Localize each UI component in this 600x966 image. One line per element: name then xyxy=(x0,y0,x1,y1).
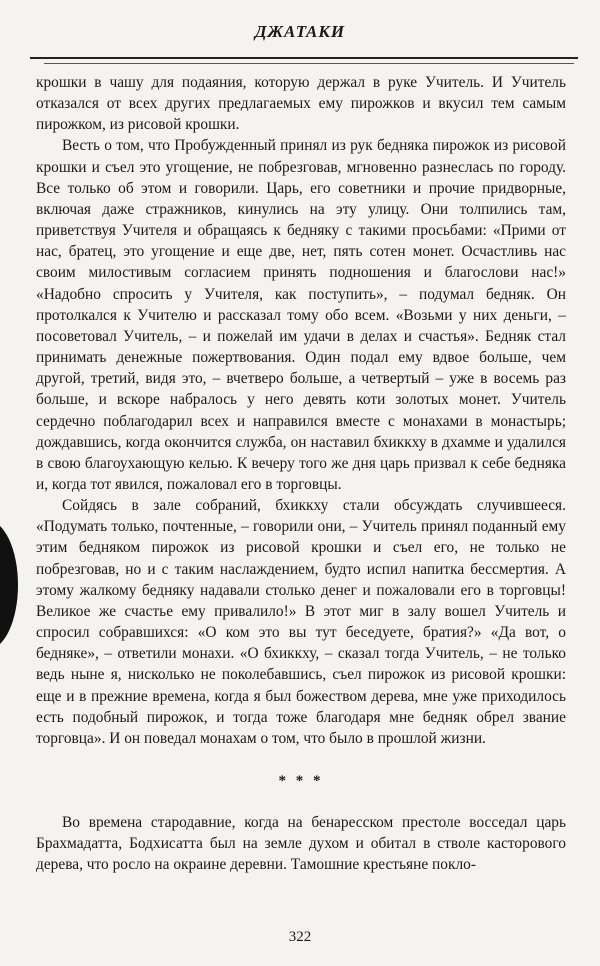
scan-shadow xyxy=(0,520,18,650)
header-rule xyxy=(30,57,578,59)
paragraph: Сойдясь в зале собраний, бхиккху стали обсуждать случившееся. «Подумать только, почтенные, – говорили они, – Учитель принял поданный ему этим бедняком пирожок из рисовой крошки и съел его, не только не побрезговав, но и с таким наслаждением, будто испил напитка бессмертия. А этому жалкому бедняку надавали столько денег и пожаловали его в торговцы! Великое же счастье ему привалило!» В этот миг в залу вошел Учитель и спросил собравшихся: «О ком это вы тут беседуете, братия?» «Да вот, о бедняке», – ответили монахи. «О бхиккху, – сказал тогда Учитель, – не только ведь ныне я, нисколько не поколебавшись, съел пирожок из рисовой крошки: еще и в прежние времена, когда я был божеством дерева, мне уже приходилось есть подобный пирожок, и тогда тоже благодаря мне бедняк обрел звание торговца». И он поведал монахам о том, что было в прошлой жизни. xyxy=(36,497,566,747)
paragraph-next-story: Во времена стародавние, когда на бенаресском престоле восседал царь Брахмадатта, Бодхисатта был на земле духом и обитал в стволе касторового дерева, что росло на окраине деревни. Тамошние крестьяне покло- xyxy=(36,814,566,874)
paragraph: Весть о том, что Пробужденный принял из рук бедняка пирожок из рисовой крошки и съел это угощение, не побрезговав, мгновенно разнеслась по городу. Все только об этом и говорили. Царь, его советники и прочие придворные, включая даже стражников, кинулись на эту улицу. Они толпились там, приветствуя Учителя и обращаясь к бедняку с такими просьбами: «Прими от нас, братец, это угощение и еще две, нет, пять сотен монет. Осчастливь нас своим милостивым согласием принять подношения и благослови нас!» «Надобно спросить у Учителя, как поступить», – подумал бедняк. Он протолкался к Учителю и рассказал тому обо всем. «Возьми у них деньги, – посоветовал Учитель, – и пожелай им удачи в делах и счастья». Бедняк стал принимать денежные пожертвования. Один подал ему вдвое больше, чем другой, третий, видя это, – вчетверо больше, а четвертый – уже в восемь раз больше, и вскоре набралось у него девять коти золотых монет. Учитель сердечно поблагодарил всех и направился вместе с монахами в монастырь; дождавшись, когда окончится служба, он наставил бхиккху в дхамме и удалился в свою благоухающую келью. К вечеру того же дня царь призвал к себе бедняка и, когда тот явился, пожаловал его в торговцы. xyxy=(36,137,566,493)
body-text xyxy=(36,72,566,876)
section-separator: * * * xyxy=(278,773,324,789)
page-number: 322 xyxy=(288,929,312,945)
paragraph-continuation: крошки в чашу для подаяния, которую держал в руке Учитель. И Учитель отказался от всех других предлагаемых ему пирожков и вкусил тем самым пирожком, из рисовой крошки. xyxy=(36,74,566,134)
header-rule-thin xyxy=(44,63,574,64)
running-header: ДЖАТАКИ xyxy=(254,22,346,41)
